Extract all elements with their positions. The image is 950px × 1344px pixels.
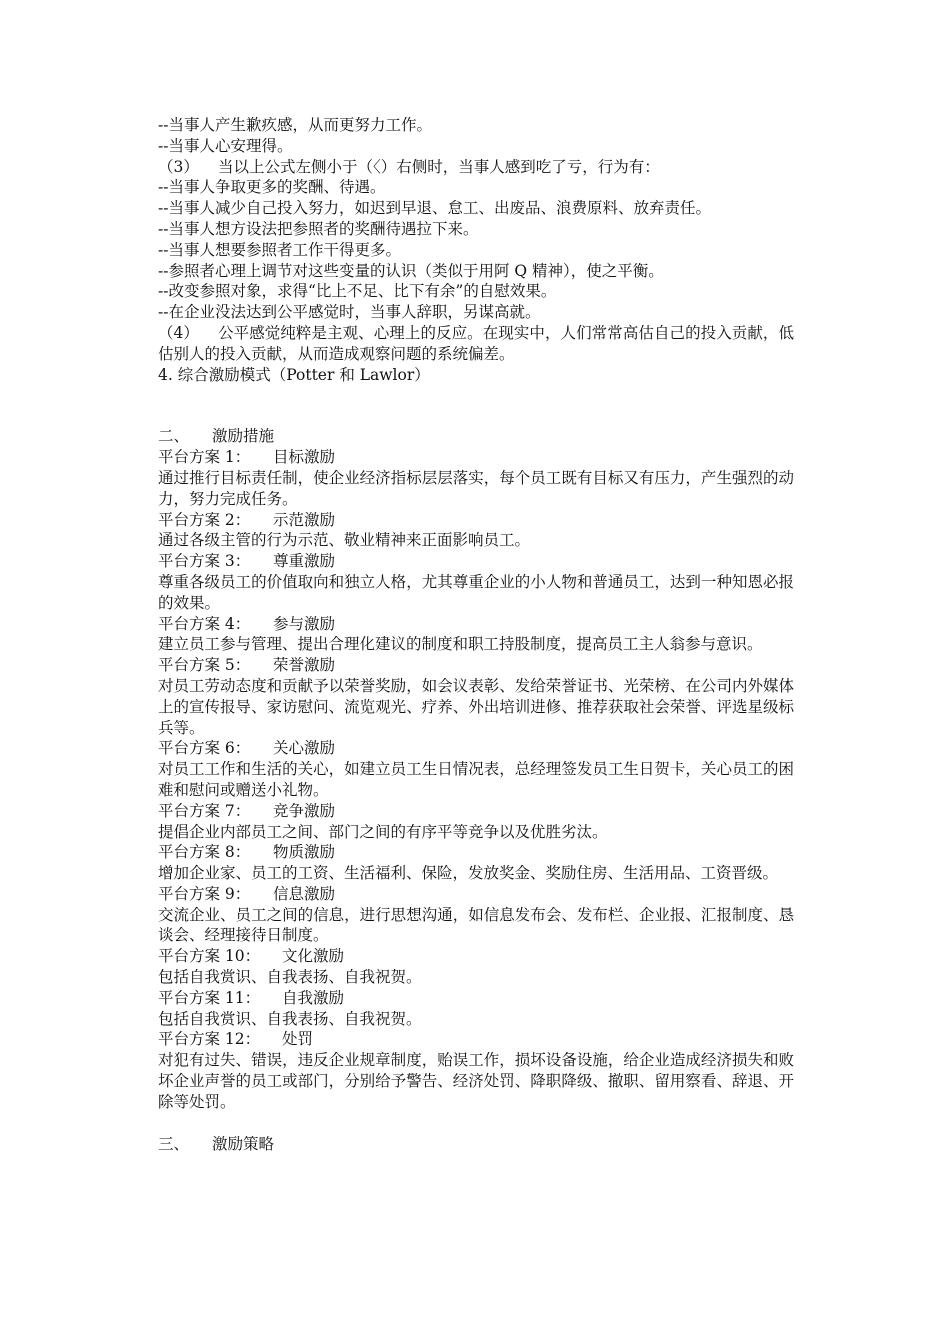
plan-label: 平台方案 5：	[158, 656, 251, 675]
point-number: （3）	[158, 157, 199, 176]
plan-heading	[158, 842, 794, 863]
plan-label: 平台方案 12：	[158, 1030, 261, 1049]
document-page	[158, 115, 794, 1154]
list-item: --在企业没法达到公平感觉时，当事人辞职，另谋高就。	[158, 303, 541, 322]
plan-name: 目标激励	[273, 448, 336, 467]
plan-heading	[158, 988, 794, 1009]
plan-label: 平台方案 10：	[158, 947, 261, 966]
point-number: （4）	[158, 323, 199, 342]
plan-heading	[158, 738, 794, 759]
plan-name: 荣誉激励	[273, 656, 336, 675]
numbered-point	[158, 157, 794, 178]
list-item: --当事人想要参照者工作干得更多。	[158, 240, 401, 259]
plan-description: 包括自我赏识、自我表扬、自我祝贺。	[158, 968, 422, 987]
plan-description: 尊重各级员工的价值取向和独立人格，尤其尊重企业的小人物和普通员工，达到一种知恩必报的效果。	[158, 572, 794, 612]
plan-label: 平台方案 8：	[158, 843, 251, 862]
section-title: 激励策略	[212, 1134, 275, 1153]
section-title: 激励措施	[212, 427, 275, 446]
plan-description: 通过推行目标责任制，使企业经济指标层层落实，每个员工既有目标又有压力，产生强烈的动力，努力完成任务。	[158, 468, 794, 508]
section-heading	[158, 426, 794, 447]
plan-description: 通过各级主管的行为示范、敬业精神来正面影响员工。	[158, 531, 531, 550]
plan-description: 建立员工参与管理、提出合理化建议的制度和职工持股制度，提高员工主人翁参与意识。	[158, 635, 763, 654]
model-heading: 4. 综合激励模式（Potter 和 Lawlor）	[158, 365, 430, 384]
point-text: 当以上公式左侧小于（〈）右侧时，当事人感到吃了亏，行为有：	[218, 157, 660, 176]
plan-heading	[158, 510, 794, 531]
plan-name: 处罚	[282, 1030, 314, 1049]
section-heading	[158, 1134, 794, 1155]
plan-list	[158, 447, 794, 1113]
plan-name: 尊重激励	[273, 552, 336, 571]
plan-name: 物质激励	[273, 843, 336, 862]
plan-name: 竞争激励	[273, 801, 336, 820]
spacer	[158, 385, 794, 426]
plan-label: 平台方案 11：	[158, 988, 261, 1007]
plan-heading	[158, 551, 794, 572]
section-number: 二、	[158, 427, 190, 446]
plan-heading	[158, 1029, 794, 1050]
plan-label: 平台方案 6：	[158, 739, 251, 758]
list-item: --当事人争取更多的奖酬、待遇。	[158, 178, 386, 197]
plan-heading	[158, 946, 794, 967]
plan-heading	[158, 447, 794, 468]
plan-name: 信息激励	[273, 884, 336, 903]
list-item: --参照者心理上调节对这些变量的认识（类似于用阿 Q 精神），使之平衡。	[158, 261, 664, 280]
plan-name: 参与激励	[273, 614, 336, 633]
plan-description: 提倡企业内部员工之间、部门之间的有序平等竞争以及优胜劣汰。	[158, 822, 608, 841]
list-item: --当事人产生歉疚感，从而更努力工作。	[158, 116, 432, 134]
plan-label: 平台方案 2：	[158, 510, 251, 529]
plan-heading	[158, 801, 794, 822]
plan-description: 对员工劳动态度和贡献予以荣誉奖励，如会议表彰、发给荣誉证书、光荣榜、在公司内外媒体上的宣传报导、家访慰问、流览观光、疗养、外出培训进修、推荐获取社会荣誉、评选星级标兵等。	[158, 676, 794, 737]
list-item: --当事人减少自己投入努力，如迟到早退、怠工、出废品、浪费原料、放弃责任。	[158, 199, 711, 218]
spacer	[158, 1113, 794, 1134]
list-item: --当事人心安理得。	[158, 136, 293, 155]
plan-name: 关心激励	[273, 739, 336, 758]
plan-name: 文化激励	[282, 947, 345, 966]
plan-description: 对犯有过失、错误，违反企业规章制度，贻误工作，损坏设备设施，给企业造成经济损失和败坏企业声誉的员工或部门，分别给予警告、经济处罚、降职降级、撤职、留用察看、辞退、开除等处罚。	[158, 1051, 794, 1111]
plan-heading	[158, 655, 794, 676]
numbered-point	[158, 323, 794, 365]
plan-name: 自我激励	[282, 988, 345, 1007]
plan-description: 交流企业、员工之间的信息，进行思想沟通，如信息发布会、发布栏、企业报、汇报制度、恳谈会、经理接待日制度。	[158, 905, 794, 945]
point-text: 公平感觉纯粹是主观、心理上的反应。在现实中，人们常常高估自己的投入贡献，低估别人的投入贡献，从而造成观察问题的系统偏差。	[158, 323, 794, 363]
plan-name: 示范激励	[273, 510, 336, 529]
plan-heading	[158, 614, 794, 635]
list-item: --当事人想方设法把参照者的奖酬待遇拉下来。	[158, 219, 479, 238]
section-number: 三、	[158, 1134, 190, 1153]
list-item: --改变参照对象，求得“比上不足、比下有余”的自慰效果。	[158, 282, 557, 301]
plan-heading	[158, 884, 794, 905]
plan-label: 平台方案 4：	[158, 614, 251, 633]
plan-description: 增加企业家、员工的工资、生活福利、保险，发放奖金、奖励住房、生活用品、工资晋级。	[158, 864, 779, 883]
plan-label: 平台方案 3：	[158, 552, 251, 571]
plan-description: 对员工工作和生活的关心，如建立员工生日情况表，总经理签发员工生日贺卡，关心员工的困难和慰问或赠送小礼物。	[158, 760, 794, 799]
plan-label: 平台方案 9：	[158, 884, 251, 903]
plan-label: 平台方案 7：	[158, 801, 251, 820]
plan-label: 平台方案 1：	[158, 448, 251, 467]
plan-description: 包括自我赏识、自我表扬、自我祝贺。	[158, 1009, 422, 1028]
